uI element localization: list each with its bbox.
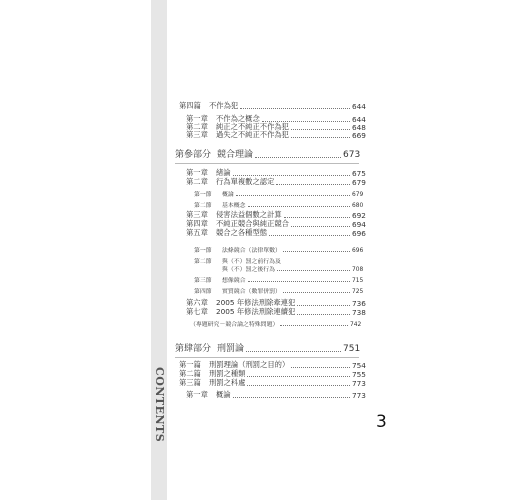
toc-entry-number: 第七章 xyxy=(186,307,208,316)
toc-entry-title: 緒論 xyxy=(216,168,231,177)
toc-entry xyxy=(0,316,520,328)
toc-entry-number: 第一節 xyxy=(194,192,212,198)
toc-entry-title: 概論 xyxy=(216,390,231,399)
toc-entry-number: 第一節 xyxy=(194,248,212,254)
page-number: 3 xyxy=(376,412,387,432)
toc-leader xyxy=(297,314,350,315)
toc-entry-number: 第參部分 xyxy=(175,150,212,160)
toc-entry-number: 第四篇 xyxy=(179,101,201,110)
toc-entry-page: 648 xyxy=(352,123,366,132)
toc-entry xyxy=(0,99,520,111)
toc-entry-title: 法條競合（法律單數） xyxy=(222,248,281,254)
toc-entry-number: 第四節 xyxy=(194,289,212,295)
toc-entry-title: 想像競合 xyxy=(222,278,246,284)
toc-entry-number: 第一章 xyxy=(186,114,208,123)
toc-entry-page: 725 xyxy=(352,289,364,295)
toc-entry-title: 純正之不純正不作為犯 xyxy=(216,122,289,131)
toc-entry-page: 680 xyxy=(352,203,364,209)
toc-leader xyxy=(233,397,350,398)
toc-entry-title: 與（不）罰之後行為 xyxy=(222,267,276,273)
toc-entry-title: 刑罰之種類 xyxy=(209,369,246,378)
toc-entry-page: 738 xyxy=(352,308,366,317)
toc-entry-page: 694 xyxy=(352,220,366,229)
toc-entry-title: 刑罰論 xyxy=(217,344,245,354)
toc-entry-page: 708 xyxy=(352,267,364,273)
division-rule xyxy=(175,163,359,164)
toc-entry-page: 773 xyxy=(352,379,366,388)
toc-leader xyxy=(255,157,341,158)
toc-leader xyxy=(280,325,348,326)
toc-leader xyxy=(277,270,350,271)
toc-entry-page: 751 xyxy=(343,344,361,354)
toc-entry-number: 第四章 xyxy=(186,219,208,228)
toc-entry-number: 第二章 xyxy=(186,177,208,186)
spine-label: CONTENTS xyxy=(153,367,166,443)
toc-entry-title: 基本概念 xyxy=(222,203,246,209)
toc-entry-page: 679 xyxy=(352,192,364,198)
toc-leader xyxy=(276,184,350,185)
toc-leader xyxy=(283,292,350,293)
toc-leader xyxy=(236,195,350,196)
toc-entry-page: 669 xyxy=(352,131,366,140)
toc-entry-title: 概論 xyxy=(222,192,234,198)
toc-entry-page: 754 xyxy=(352,361,366,370)
toc-entry-page: 742 xyxy=(350,322,362,328)
toc-leader xyxy=(269,235,350,236)
toc-entry-page: 715 xyxy=(352,278,364,284)
toc-entry-title: 2005 年修法刑除牽連犯 xyxy=(216,298,296,307)
toc-entry-title: 刑罰之科處 xyxy=(209,378,246,387)
toc-entry-page: 675 xyxy=(352,169,366,178)
toc-entry xyxy=(0,148,520,160)
toc-leader xyxy=(248,281,350,282)
toc-entry-page: 692 xyxy=(352,211,366,220)
toc-entry-number: 第三節 xyxy=(194,278,212,284)
toc-entry-page: 679 xyxy=(352,178,366,187)
toc-entry-number: 第二篇 xyxy=(179,369,201,378)
toc-entry-title: 過失之不純正不作為犯 xyxy=(216,130,289,139)
toc-entry-title: 不作為犯 xyxy=(209,101,239,110)
toc-entry-title: 實質競合（數罪併罰） xyxy=(222,289,281,295)
toc-entry-page: 696 xyxy=(352,229,366,238)
toc-leader xyxy=(240,108,350,109)
toc-entry-number: 第三篇 xyxy=(179,378,201,387)
toc-entry xyxy=(0,342,520,354)
toc-entry-number: 第三章 xyxy=(186,210,208,219)
toc-entry-number: 第一章 xyxy=(186,168,208,177)
toc-entry-number: 第二節 xyxy=(194,259,212,265)
toc-entry-number: 第三章 xyxy=(186,130,208,139)
toc-entry-page: 773 xyxy=(352,391,366,400)
toc-leader xyxy=(291,137,350,138)
toc-leader xyxy=(248,206,350,207)
toc-entry-number: 第二節 xyxy=(194,203,212,209)
toc-entry xyxy=(0,376,520,388)
toc-entry xyxy=(0,226,520,238)
toc-leader xyxy=(247,385,350,386)
toc-entry-page: 673 xyxy=(343,150,361,160)
toc-entry-title: 行為單複數之認定 xyxy=(216,177,275,186)
toc-entry-title: 刑罰理論（刑罰之目的） xyxy=(209,360,290,369)
toc-entry-number: 第肆部分 xyxy=(175,344,212,354)
toc-entry-number: 第二章 xyxy=(186,122,208,131)
toc-entry-number: 第五章 xyxy=(186,228,208,237)
toc-entry-number: 第一篇 xyxy=(179,360,201,369)
toc-entry-title: （專題研究－競合論之特殊問題） xyxy=(190,322,279,328)
toc-leader xyxy=(246,351,341,352)
toc-leader xyxy=(283,251,350,252)
toc-entry-title: 不純正競合與純正競合 xyxy=(216,219,289,228)
toc-entry-page: 696 xyxy=(352,248,364,254)
toc-entry xyxy=(0,388,520,400)
toc-entry-title: 侵害法益個數之計算 xyxy=(216,210,282,219)
toc-entry-page: 736 xyxy=(352,299,366,308)
toc-entry-page: 755 xyxy=(352,370,366,379)
toc-entry-page: 644 xyxy=(352,102,366,111)
toc-entry-title: 2005 年修法刑除連續犯 xyxy=(216,307,296,316)
toc-entry-number: 第六章 xyxy=(186,298,208,307)
toc-entry-page: 644 xyxy=(352,115,366,124)
toc-entry-title: 競合之各種型態 xyxy=(216,228,268,237)
toc-entry-number: 第一章 xyxy=(186,390,208,399)
toc-entry-title: 競合理論 xyxy=(217,150,254,160)
toc-entry xyxy=(0,128,520,140)
toc-entry-title: 與（不）罰之前行為及 xyxy=(222,259,281,265)
toc-entry xyxy=(0,283,520,295)
toc-entry-title: 不作為之概念 xyxy=(216,114,260,123)
